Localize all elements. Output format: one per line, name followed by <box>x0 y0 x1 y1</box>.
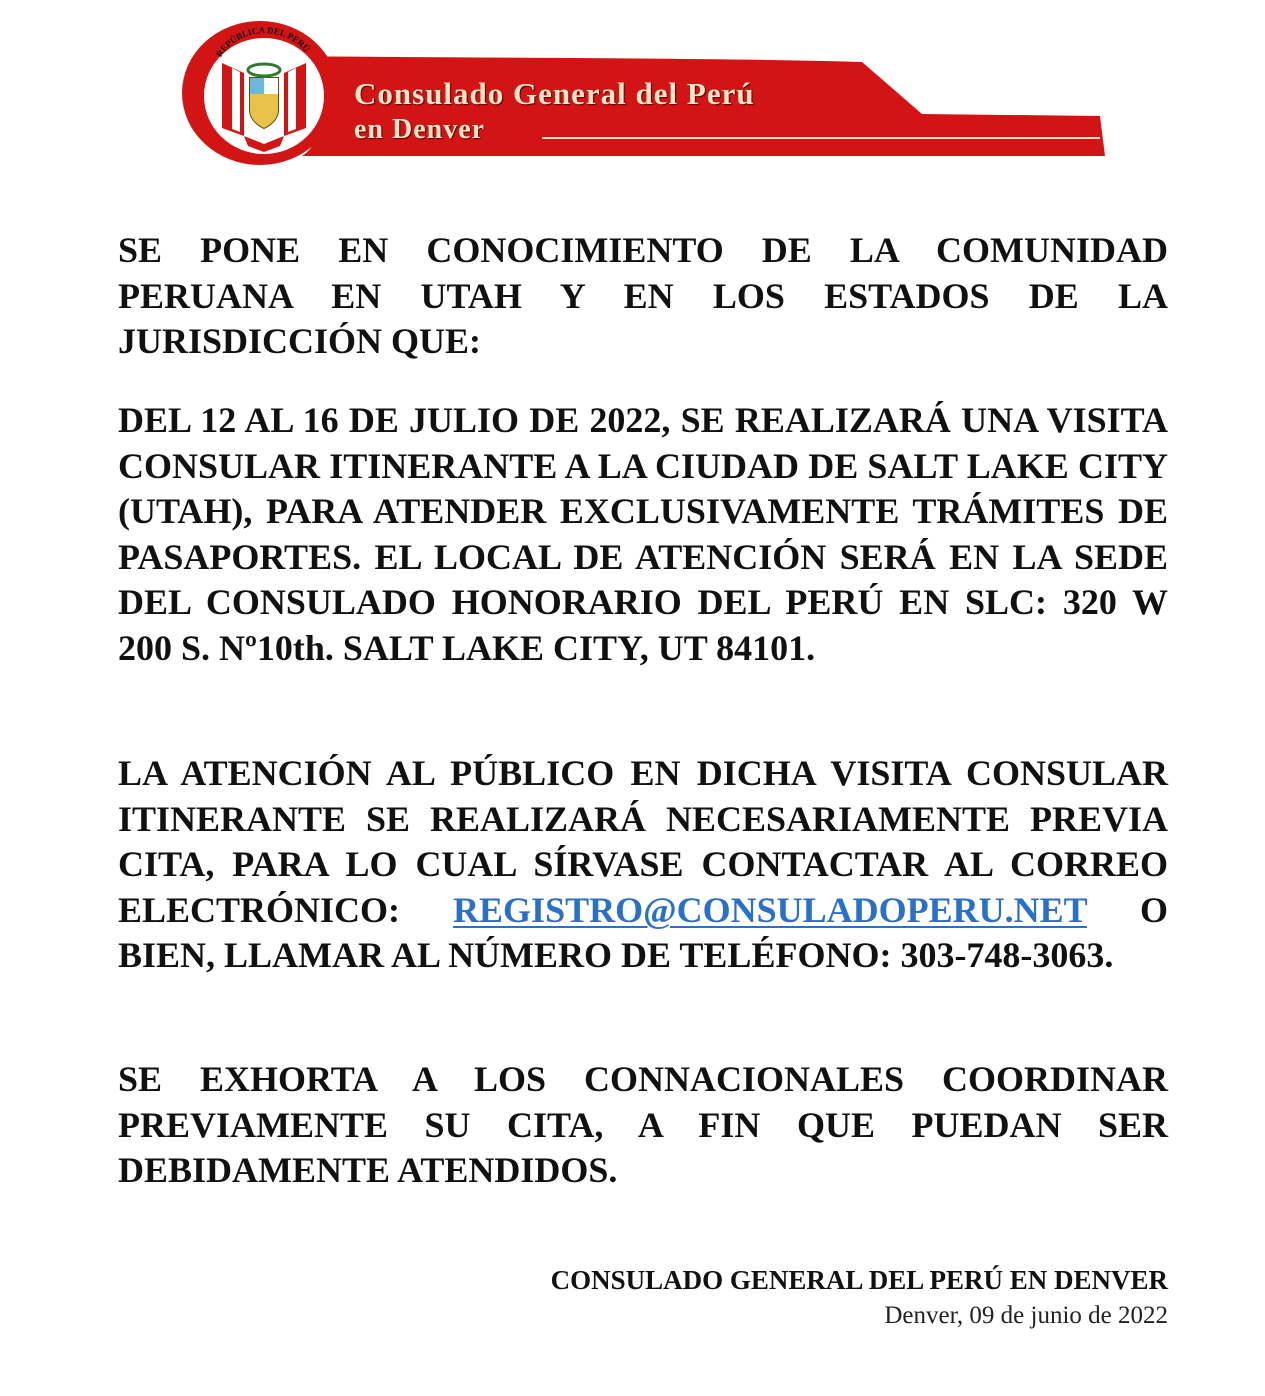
logo-subtitle: en Denver <box>354 114 486 145</box>
logo-title: Consulado General del Perú <box>354 76 755 111</box>
email-link[interactable]: REGISTRO@CONSULADOPERU.NET <box>453 889 1087 930</box>
seal-text: REPÚBLICA DEL PERÚ <box>214 25 312 59</box>
signature-block <box>551 1262 1168 1334</box>
consulate-logo <box>182 18 1112 168</box>
notice-paragraph-visit: DEL 12 AL 16 DE JULIO DE 2022, SE REALIZARÁ UNA VISITA CONSULAR ITINERANTE A LA CIUDAD DE SALT LAKE CITY (UTAH), PARA ATENDER EXCLUSIVAMENTE TRÁMITES DE PASAPORTES. EL LOCAL DE ATENCIÓN SERÁ EN LA SEDE DEL CONSULADO HONORARIO DEL PERÚ EN SLC: 320 W 200 S. Nº10th. SALT LAKE CITY, UT 84101. <box>118 400 1168 668</box>
phone-text: O BIEN, LLAMAR AL NÚMERO DE TELÉFONO: 303-748-3063. <box>118 889 1168 975</box>
notice-paragraph-intro: SE PONE EN CONOCIMIENTO DE LA COMUNIDAD PERUANA EN UTAH Y EN LOS ESTADOS DE LA JURISDICCIÓN QUE: <box>118 230 1168 361</box>
notice-paragraph-appointment <box>118 751 1168 979</box>
signature-name: CONSULADO GENERAL DEL PERÚ EN DENVER <box>550 1265 1168 1295</box>
notice-paragraph-exhortation: SE EXHORTA A LOS CONNACIONALES COORDINAR PREVIAMENTE SU CITA, A FIN QUE PUEDAN SER DEBIDAMENTE ATENDIDOS. <box>118 1059 1168 1190</box>
signature-date: Denver, 09 de junio de 2022 <box>884 1302 1168 1329</box>
appointment-text: LA ATENCIÓN AL PÚBLICO EN DICHA VISITA CONSULAR ITINERANTE SE REALIZARÁ NECESARIAMENTE PREVIA CITA, PARA LO CUAL SÍRVASE CONTACTAR AL CORREO ELECTRÓNICO: <box>118 753 1168 930</box>
